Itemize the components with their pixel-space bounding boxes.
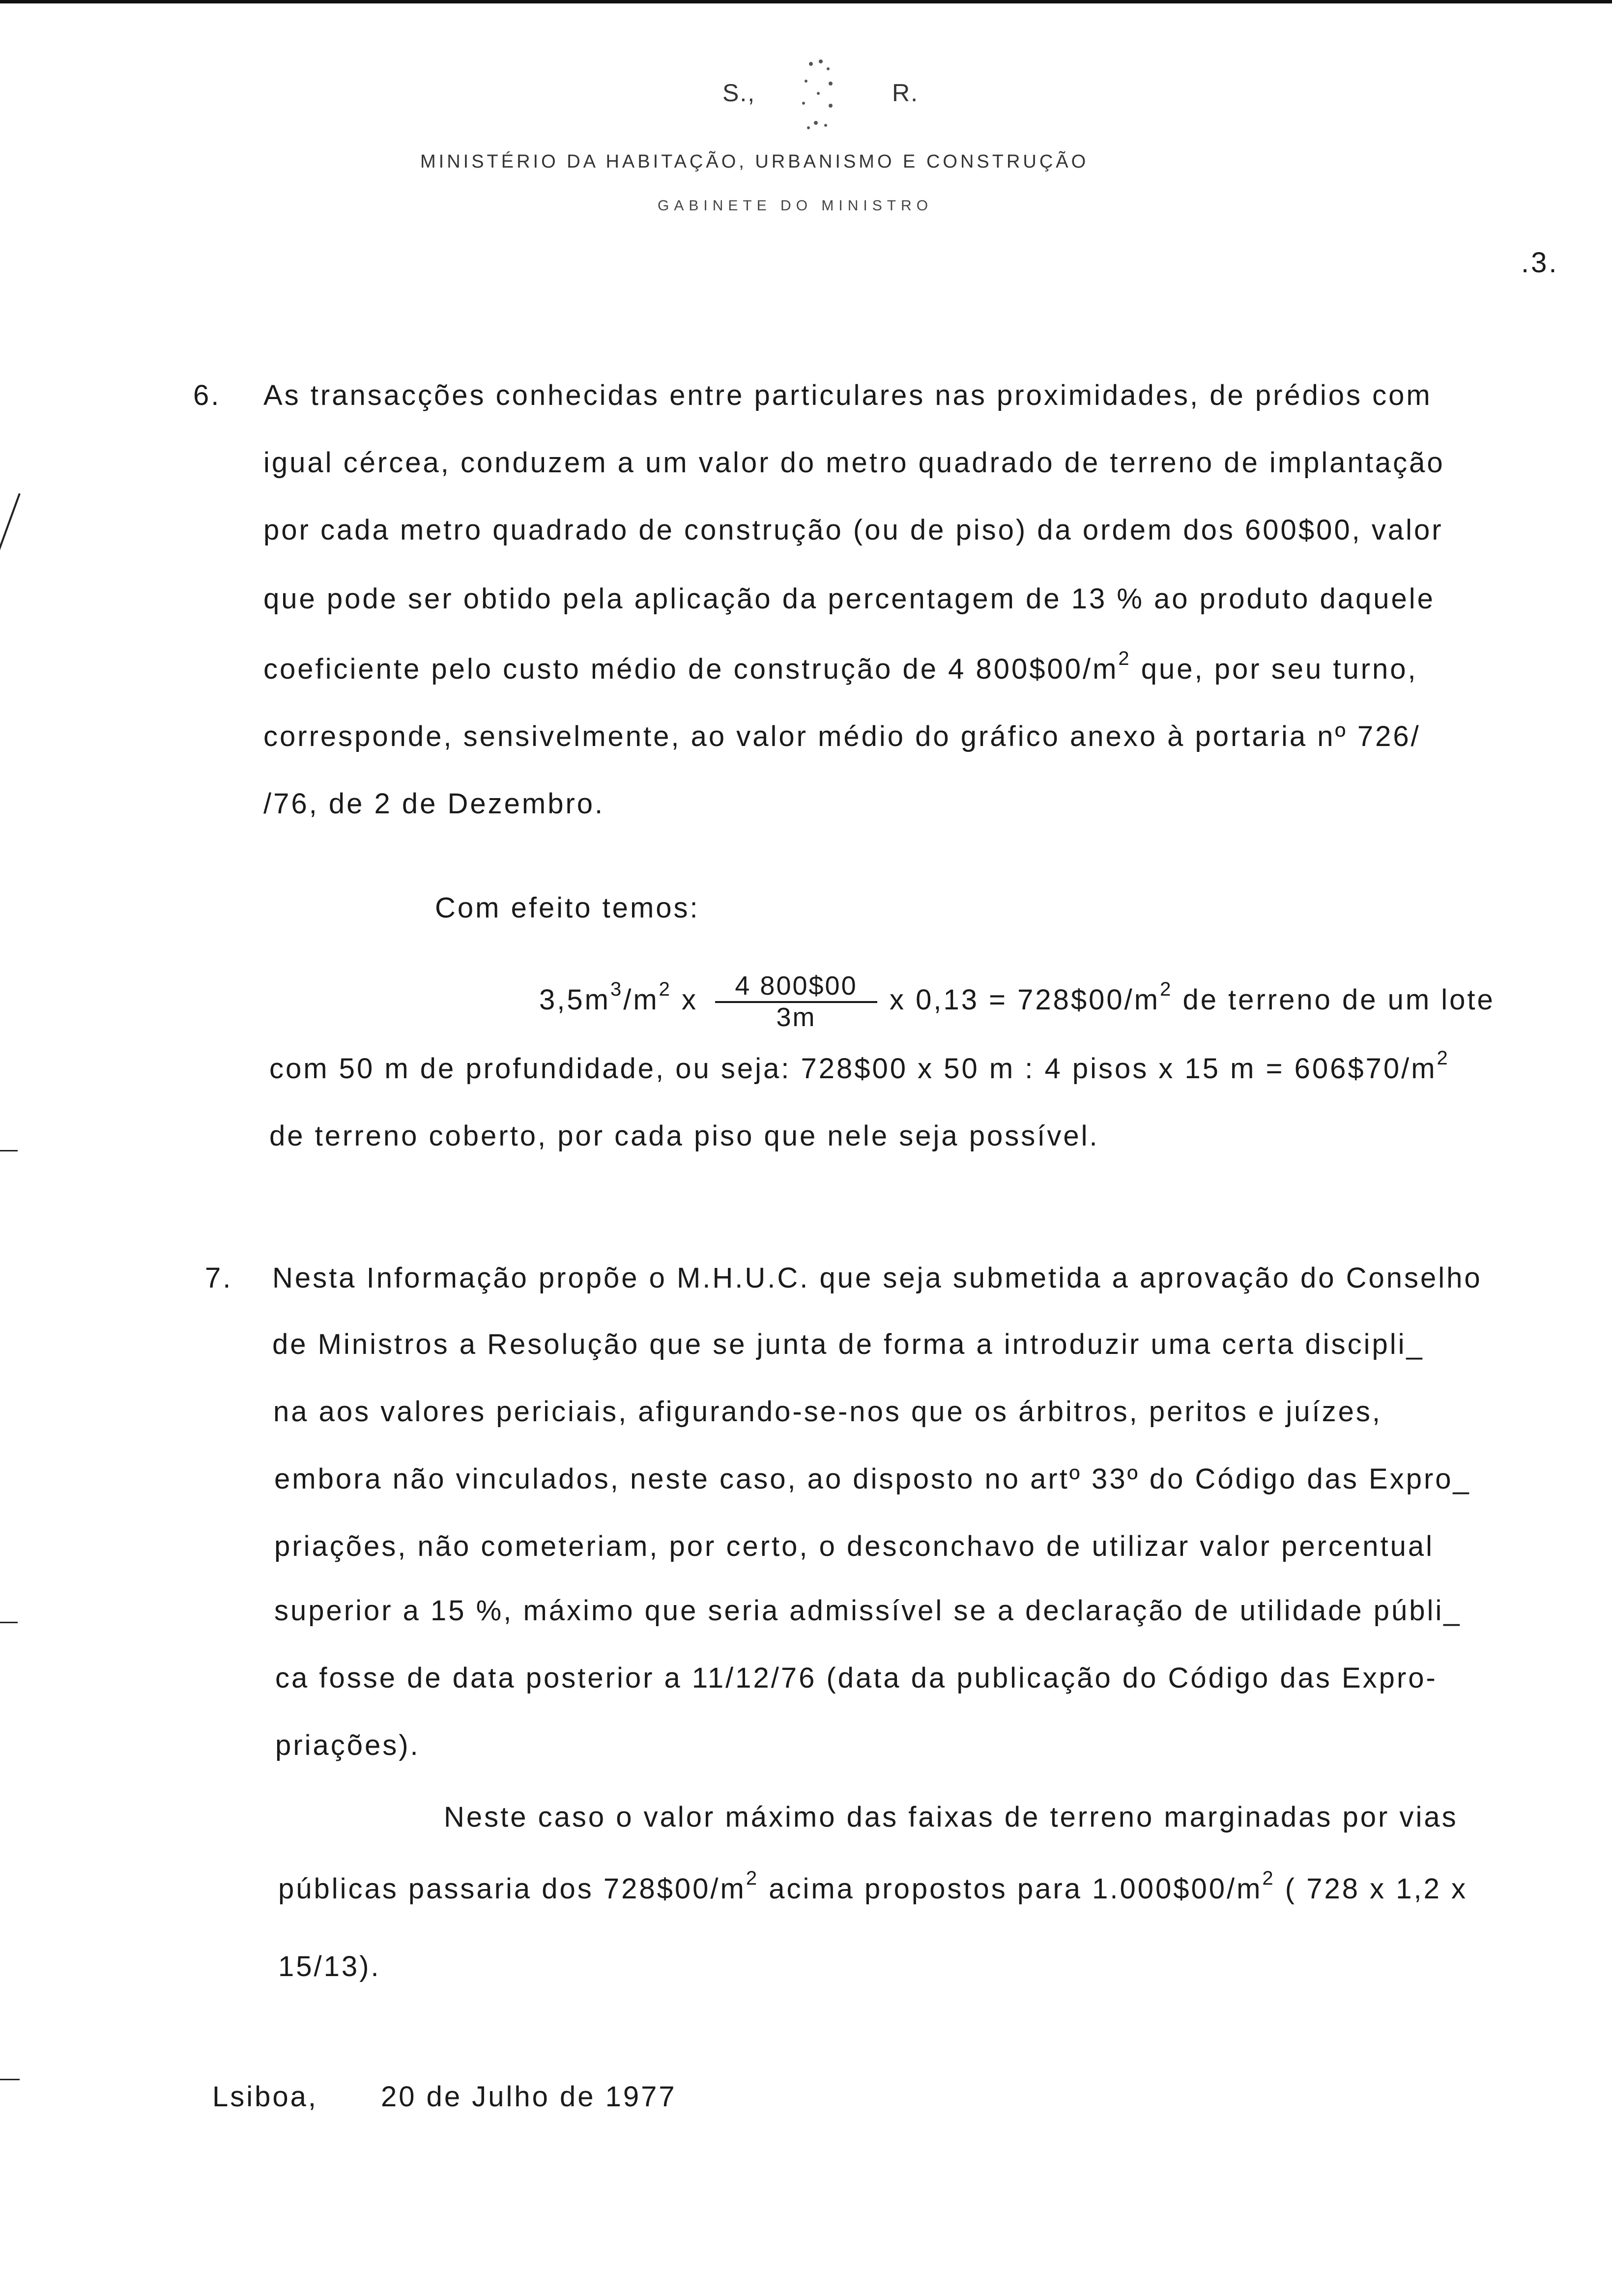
section-6-line bbox=[263, 648, 1418, 687]
section-7-line: ca fosse de data posterior a 11/12/76 (data da publicação do Código das Expro- bbox=[275, 1662, 1438, 1694]
superscript: 2 bbox=[1437, 1047, 1450, 1069]
section-6-line: corresponde, sensivelmente, ao valor médio do gráfico anexo à portaria nº 726/ bbox=[263, 720, 1421, 752]
section-7-number: 7. bbox=[205, 1262, 233, 1294]
superscript: 2 bbox=[1118, 648, 1131, 669]
scan-top-border bbox=[0, 0, 1612, 3]
text: coeficiente pelo custo médio de construção de 4 800$00/m bbox=[263, 653, 1119, 685]
scan-margin-mark bbox=[0, 493, 21, 559]
text: de terreno de um lote bbox=[1173, 984, 1495, 1016]
section-7-line: priações). bbox=[275, 1729, 420, 1761]
section-7-para2-line: Neste caso o valor máximo das faixas de terreno marginadas por vias bbox=[444, 1801, 1458, 1833]
coat-of-arms-seal-icon bbox=[781, 54, 855, 138]
seal-left-text: S., bbox=[722, 79, 756, 107]
superscript: 2 bbox=[1262, 1867, 1275, 1889]
superscript: 2 bbox=[1160, 978, 1173, 1000]
section-7-line: Nesta Informação propõe o M.H.U.C. que seja submetida a aprovação do Conselho bbox=[272, 1262, 1482, 1294]
text: x bbox=[682, 984, 698, 1016]
calculation-line bbox=[269, 1047, 1450, 1086]
section-7-line: embora não vinculados, neste caso, ao disposto no artº 33º do Código das Expro_ bbox=[274, 1463, 1471, 1495]
section-6-line: por cada metro quadrado de construção (ou de piso) da ordem dos 600$00, valor bbox=[263, 514, 1443, 546]
section-6-line: /76, de 2 de Dezembro. bbox=[263, 788, 605, 820]
section-6-number: 6. bbox=[193, 379, 221, 411]
scan-margin-mark bbox=[0, 2079, 20, 2080]
text: que, por seu turno, bbox=[1131, 653, 1418, 685]
formula-fraction bbox=[715, 971, 877, 1032]
formula-lead bbox=[539, 978, 698, 1017]
scan-margin-mark bbox=[0, 1150, 18, 1151]
signoff-place: Lsiboa, bbox=[212, 2081, 318, 2113]
text: ( 728 x 1,2 x bbox=[1275, 1873, 1468, 1905]
ministry-name: MINISTÉRIO DA HABITAÇÃO, URBANISMO E CONSTRUÇÃO bbox=[420, 151, 1089, 172]
section-7-line: priações, não cometeriam, por certo, o desconchavo de utilizar valor percentual bbox=[274, 1530, 1434, 1562]
superscript: 3 bbox=[610, 978, 624, 1000]
section-7-para2-line bbox=[278, 1867, 1468, 1906]
section-7-line: na aos valores periciais, afigurando-se-nos que os árbitros, peritos e juízes, bbox=[273, 1396, 1382, 1428]
superscript: 2 bbox=[746, 1867, 759, 1889]
scan-margin-mark bbox=[0, 1622, 18, 1623]
text: públicas passaria dos 728$00/m bbox=[278, 1873, 746, 1905]
section-6-line: que pode ser obtido pela aplicação da percentagem de 13 % ao produto daquele bbox=[263, 583, 1435, 615]
text: /m bbox=[623, 984, 659, 1016]
seal-right-text: R. bbox=[892, 79, 919, 107]
superscript: 2 bbox=[659, 978, 672, 1000]
calculation-intro: Com efeito temos: bbox=[435, 892, 700, 924]
text: x 0,13 = 728$00/m bbox=[890, 984, 1160, 1016]
section-7-line: de Ministros a Resolução que se junta de forma a introduzir uma certa discipli_ bbox=[272, 1328, 1424, 1360]
text: com 50 m de profundidade, ou seja: 728$00 x 50 m : 4 pisos x 15 m = 606$70/m bbox=[269, 1053, 1437, 1085]
text: 3,5m bbox=[539, 984, 610, 1016]
fraction-numerator: 4 800$00 bbox=[715, 971, 877, 1003]
section-6-line: As transacções conhecidas entre particulares nas proximidades, de prédios com bbox=[263, 379, 1432, 411]
section-7-para2-line: 15/13). bbox=[278, 1951, 381, 1982]
formula-tail bbox=[890, 978, 1495, 1017]
calculation-line: de terreno coberto, por cada piso que nele seja possível. bbox=[269, 1120, 1099, 1152]
office-name: GABINETE DO MINISTRO bbox=[658, 198, 933, 214]
text: acima propostos para 1.000$00/m bbox=[759, 1873, 1263, 1905]
section-6-line: igual cércea, conduzem a um valor do metro quadrado de terreno de implantação bbox=[263, 447, 1445, 479]
section-7-line: superior a 15 %, máximo que seria admissível se a declaração de utilidade públi_ bbox=[274, 1595, 1462, 1627]
page-number: .3. bbox=[1521, 247, 1559, 279]
fraction-denominator: 3m bbox=[776, 1003, 816, 1032]
signoff-date: 20 de Julho de 1977 bbox=[381, 2081, 677, 2113]
